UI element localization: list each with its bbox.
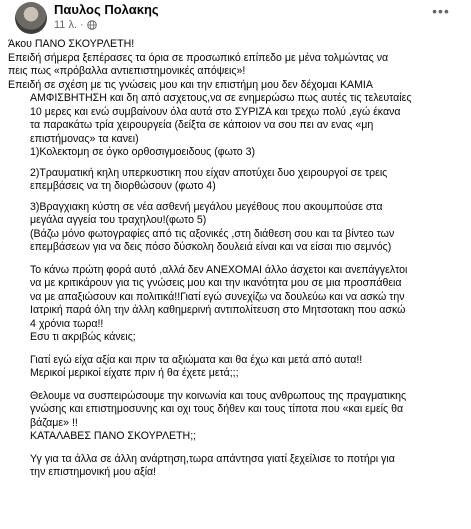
post-line: Το κάνω πρώτη φορά αυτό ,αλλά δεν ΑΝΕΧΟΜΑΙ άλλο άσχετοι και ανεπάγγελτοι: [30, 263, 408, 276]
post-line: Επειδή σήμερα ξεπέρασες τα όρια σε προσωπικό επίπεδο με μένα τολμώντας να: [8, 51, 389, 64]
post-meta: 11 λ. ·: [54, 19, 97, 31]
post-line: ΑΜΦΙΣΒΗΤΗΣΗ και δη από ασχετους,να σε ενημερώσω πως αυτές τις τελευταίες: [30, 92, 412, 104]
post-line: βάζαμε» !!: [30, 416, 78, 429]
post-line: Επειδή σε σχέση με τις γνώσεις μου και την επιστήμη μου δεν δέχομαι ΚΑΜΙΑ: [8, 78, 373, 91]
avatar[interactable]: [15, 2, 47, 34]
ellipsis-icon: •••: [432, 3, 450, 19]
post-line: Θελουμε να συσπειρώσουμε την κοινωνία και τους ανθρωπους της πραγματικης: [30, 389, 407, 402]
post-line: Γιατί εγώ είχα αξία και πριν τα αξιώματα και θα έχω και μετά από αυτα!!: [30, 353, 363, 366]
post-line: 10 μερες και ενώ συμβαίνουν όλα αυτά στο ΣΥΡΙΖΑ και τρεχω πολύ ,εγώ έκανα: [30, 105, 401, 118]
post-line: Εσυ τι ακριβώς κάνεις;: [30, 331, 136, 343]
post-line: Υγ για τα άλλα σε άλλη ανάρτηση,τωρα απάντησα γιατί ξεχείλισε το ποτήρι για: [30, 452, 395, 465]
post-line: 3)Βραγχιακη κύστη σε νέα ασθενή μεγάλου μεγέθους που ακουμπούσε στα: [30, 200, 383, 213]
post-line: 2)Τραυματική κηλη υπερκυστικη που είχαν αποτύχει δυο χειρουργοί σε τρεις: [30, 166, 388, 179]
post-line: επεμβάσεων για να δεις πόσο δύσκολη δουλειά είναι και να είσαι πιο σεμνός): [30, 241, 392, 253]
post-line: Μερικοί μερικοί είχατε πριν ή θα έχετε μετά;;;: [30, 367, 239, 379]
post-line: Άκου ΠΑΝΟ ΣΚΟΥΡΛΕΤΗ!: [8, 38, 135, 50]
post-line: πεις πως «πρόβαλλα αντιεπιστημονικές απόψεις»!: [8, 65, 246, 77]
post-line: μεγάλα αγγεία του τραχηλου!(φωτο 5): [30, 214, 207, 226]
post-line: ΚΑΤΑΛΑΒΕΣ ΠΑΝΟ ΣΚΟΥΡΛΕΤΗ;;: [30, 430, 197, 442]
post-header: [8, 0, 463, 38]
author-name[interactable]: Παυλος Πολακης: [54, 2, 159, 17]
post-line: 4 χρόνια τωρα!!: [30, 317, 104, 330]
post-line: τα παρακάτω τρία χειρουργεία (δείξτα σε κάποιον να σου πει αν ενας «μη: [30, 119, 374, 131]
post-line: 1)Κολεκτομη σε όγκο ορθοσιγμοειδους (φωτο 3): [30, 146, 256, 158]
post-time[interactable]: 11 λ.: [54, 19, 78, 31]
post-line: να με κριτικάρουν για τις γνώσεις μου και την ικανότητα μου σε μια προσπάθεια: [30, 277, 402, 289]
post-line: Ιατρική παρά όλη την άλλη καθημερινή αντιπολίτευση στο Μητσοτακη που ασκώ: [30, 304, 406, 316]
post-line: επιστήμονας» τα κανει): [30, 132, 139, 145]
more-options-button[interactable]: [429, 4, 453, 22]
post-line: (Βάζω μόνο φωτογραφίες από τις αξονικές ,στη διάθεση σου και τα βίντεο των: [30, 227, 395, 240]
post-line: επεμβάσεις να τη διορθώσουν (φωτο 4): [30, 180, 216, 192]
globe-icon: [87, 20, 97, 30]
post-line: να με απαξιώσουν και πολιτικά!!Γιατί εγώ συνεχίζω να δουλεύω και να ασκώ την: [30, 290, 405, 303]
post-line: γνώσης και επιστημοσυνης και οχι τους δήθεν και τους τίποτα που «και εμείς θα: [30, 403, 404, 415]
post-line: την επιστημονική μου αξία!: [30, 466, 157, 478]
post-body: [8, 38, 463, 480]
